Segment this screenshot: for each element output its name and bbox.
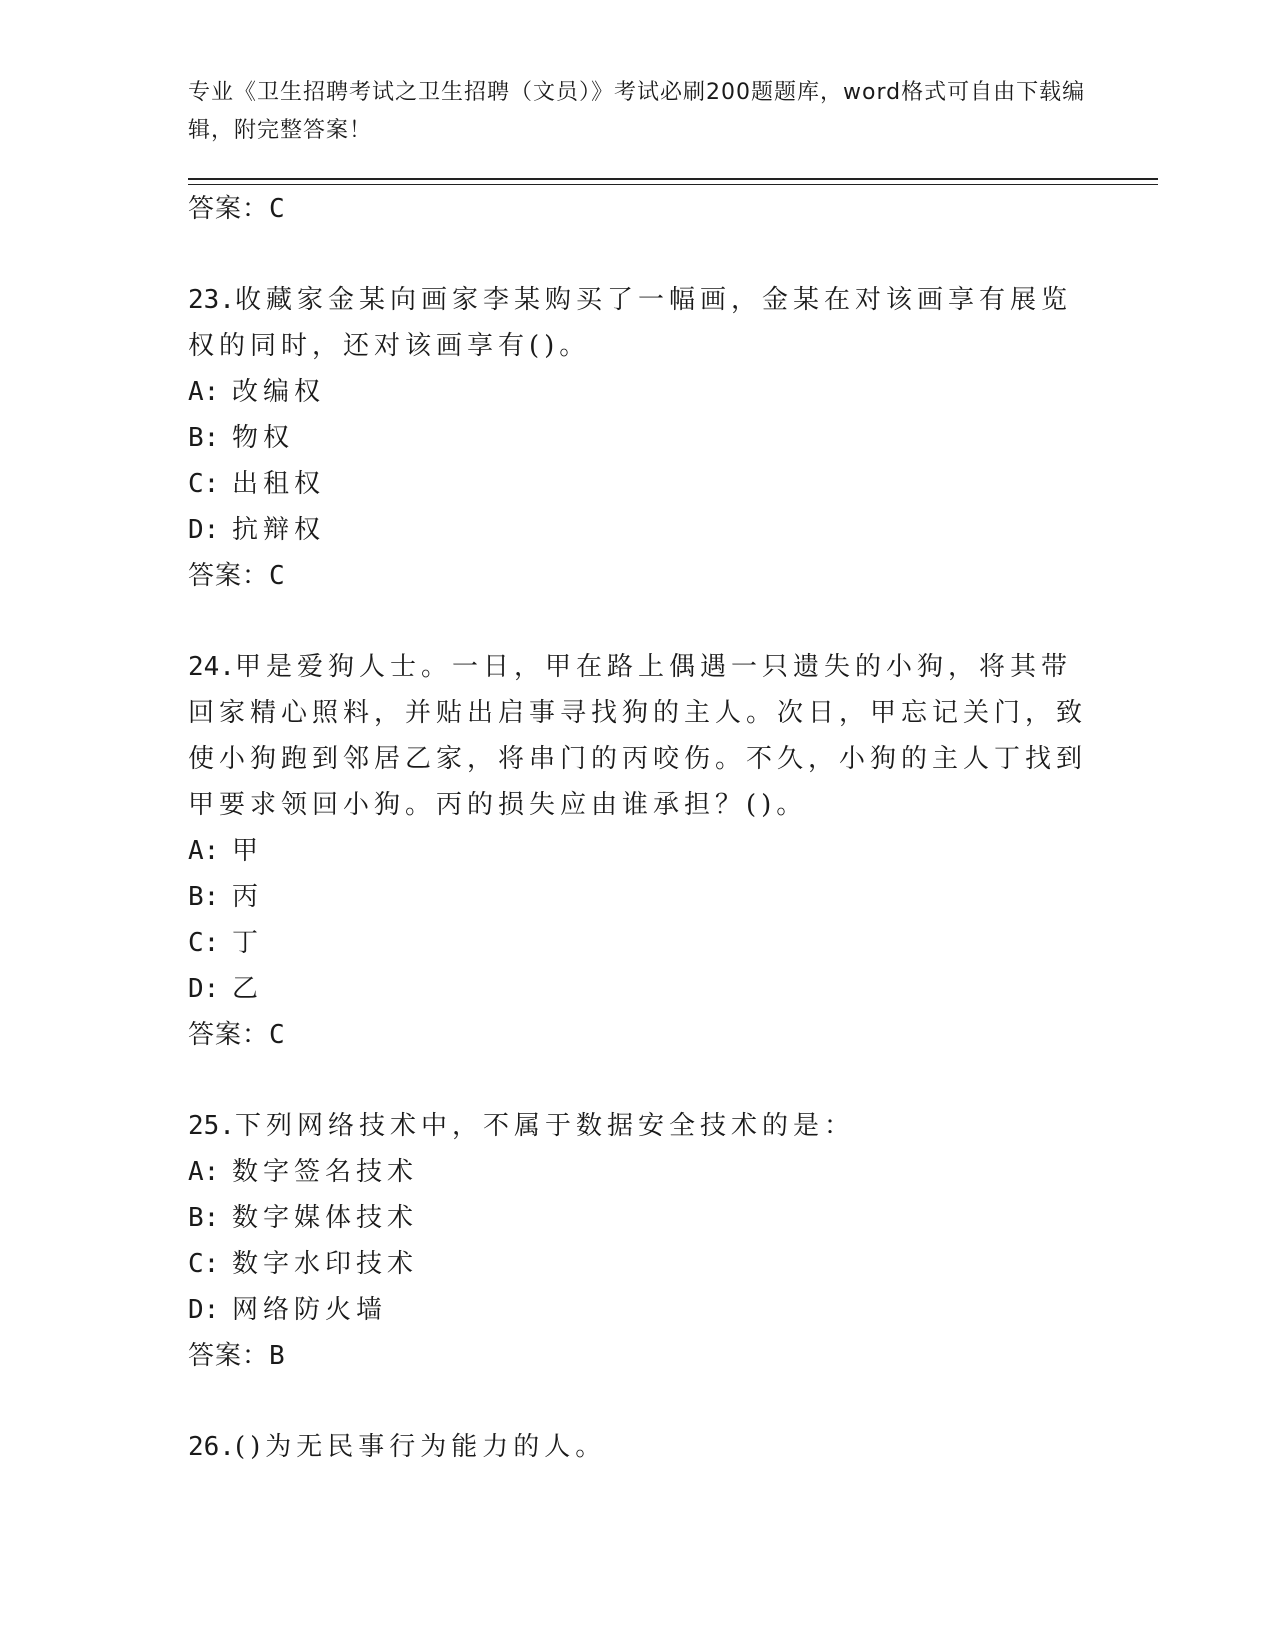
- option-d: [188, 1287, 1088, 1333]
- option-c: [188, 461, 1088, 507]
- option-key: B:: [188, 423, 220, 453]
- answer-line: [188, 1012, 1088, 1058]
- option-d: [188, 507, 1088, 553]
- document-header: [188, 74, 1088, 150]
- option-text: 改编权: [232, 377, 326, 407]
- option-b: [188, 1195, 1088, 1241]
- question-24: [188, 644, 1088, 1058]
- answer-label: 答案：: [188, 194, 270, 224]
- answer-line: [188, 553, 1088, 599]
- option-key: C:: [188, 469, 220, 499]
- option-key: D:: [188, 1295, 220, 1325]
- option-key: D:: [188, 515, 220, 545]
- option-key: C:: [188, 928, 220, 958]
- option-key: D:: [188, 974, 220, 1004]
- answer-line: [188, 1333, 1088, 1379]
- option-text: 数字水印技术: [232, 1249, 419, 1279]
- answer-value: C: [269, 1020, 286, 1050]
- option-text: 抗辩权: [232, 515, 326, 545]
- question-number: 24.: [188, 652, 235, 682]
- option-c: [188, 1241, 1088, 1287]
- answer-line-previous: [188, 186, 1088, 232]
- question-text: 下列网络技术中，不属于数据安全技术的是：: [234, 1111, 855, 1141]
- answer-value: B: [269, 1341, 286, 1371]
- option-text: 丙: [232, 882, 264, 912]
- question-25: [188, 1103, 1088, 1379]
- question-stem: [188, 1103, 1088, 1149]
- option-b: [188, 415, 1088, 461]
- option-key: A:: [188, 836, 220, 866]
- header-divider-thick: [188, 178, 1158, 180]
- answer-value: C: [269, 561, 286, 591]
- option-text: 物权: [232, 423, 295, 453]
- option-a: [188, 828, 1088, 874]
- option-key: B:: [188, 882, 220, 912]
- option-key: B:: [188, 1203, 220, 1233]
- question-23: [188, 277, 1088, 599]
- option-text: 网络防火墙: [232, 1295, 388, 1325]
- option-a: [188, 1149, 1088, 1195]
- option-text: 数字签名技术: [232, 1157, 419, 1187]
- question-list: [188, 186, 1088, 1470]
- option-key: C:: [188, 1249, 220, 1279]
- question-stem: [188, 277, 1088, 369]
- option-d: [188, 966, 1088, 1012]
- question-text: 收藏家金某向画家李某购买了一幅画，金某在对该画享有展览权的同时，还对该画享有()。: [188, 285, 1072, 361]
- option-text: 乙: [232, 974, 264, 1004]
- option-key: A:: [188, 1157, 220, 1187]
- question-number: 26.: [188, 1432, 235, 1462]
- answer-label: 答案：: [188, 1341, 270, 1371]
- option-text: 甲: [232, 836, 264, 866]
- question-stem: [188, 644, 1088, 828]
- question-26: [188, 1424, 1088, 1470]
- header-text: 专业《卫生招聘考试之卫生招聘（文员）》考试必刷200题题库，word格式可自由下载编辑，附完整答案！: [188, 80, 1086, 143]
- question-number: 23.: [188, 285, 235, 315]
- option-text: 丁: [232, 928, 264, 958]
- answer-value: C: [269, 194, 286, 224]
- option-text: 出租权: [232, 469, 326, 499]
- question-number: 25.: [188, 1111, 235, 1141]
- question-text: ()为无民事行为能力的人。: [234, 1432, 607, 1462]
- answer-label: 答案：: [188, 561, 270, 591]
- option-c: [188, 920, 1088, 966]
- option-text: 数字媒体技术: [232, 1203, 419, 1233]
- header-divider-thin: [188, 184, 1158, 185]
- option-b: [188, 874, 1088, 920]
- option-key: A:: [188, 377, 220, 407]
- question-stem: [188, 1424, 1088, 1470]
- question-text: 甲是爱狗人士。一日，甲在路上偶遇一只遗失的小狗，将其带回家精心照料，并贴出启事寻找狗的主人。次日，甲忘记关门，致使小狗跑到邻居乙家，将串门的丙咬伤。不久，小狗的主人丁找到甲要求领回小狗。丙的损失应由谁承担？()。: [188, 652, 1088, 820]
- option-a: [188, 369, 1088, 415]
- answer-label: 答案：: [188, 1020, 270, 1050]
